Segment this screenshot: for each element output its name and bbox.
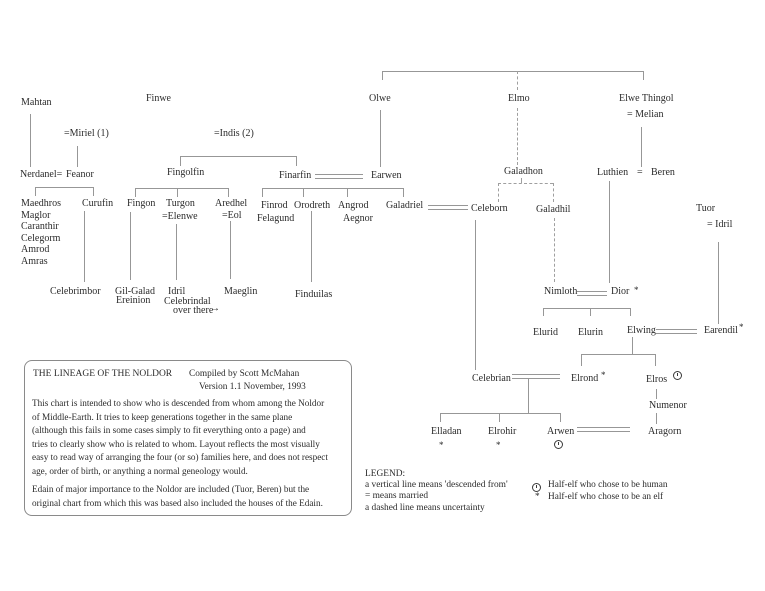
person-finwe: Finwe (146, 93, 171, 104)
connector-celeborn-celebrian (475, 220, 476, 370)
person-celebrian: Celebrian (472, 373, 511, 384)
person-olwe: Olwe (369, 93, 391, 104)
connector-tick-fingon (135, 188, 136, 197)
marriage-eol: =Eol (222, 210, 242, 221)
connector-indis-fingolfin (180, 156, 181, 166)
connector-celebrian-children (528, 379, 529, 413)
marriage-melian: = Melian (627, 109, 664, 120)
feanor-sons-list (21, 199, 61, 268)
connector-indis-finarfin (296, 156, 297, 166)
idril-note-over-there: over there (173, 305, 214, 316)
info-box (24, 360, 352, 516)
person-curufin: Curufin (82, 198, 114, 209)
legend-item-vertical-line: a vertical line means 'descended from' (365, 480, 508, 491)
person-elrohir: Elrohir (488, 426, 517, 437)
info-line: age, order of birth, or anything a normal geneology would. (32, 465, 248, 476)
marriage-elenwe: =Elenwe (162, 211, 198, 222)
uncertainty-line-galadhon-galadhil (553, 183, 554, 202)
human-choice-circle-legend-icon (532, 483, 541, 492)
person-caranthir: Caranthir (21, 221, 59, 232)
elf-choice-star-dior: * (634, 285, 639, 295)
connector-tick-elurin (590, 308, 591, 316)
person-gil-galad: Gil-Galad (115, 286, 155, 297)
person-fingolfin: Fingolfin (167, 167, 205, 178)
person-celegorm: Celegorm (21, 232, 61, 244)
elf-choice-star-elrond: * (601, 370, 606, 380)
connector-elwing-children-bracket (581, 354, 655, 355)
connector-feanor-children-bracket (35, 187, 93, 188)
connector-finarfin-children-bracket (262, 188, 403, 189)
person-earwen: Earwen (371, 170, 402, 181)
connector-tick-finrod (262, 188, 263, 197)
legend-half-elf-human: Half-elf who chose to be human (548, 480, 668, 490)
person-maeglin: Maeglin (224, 286, 258, 297)
person-elwing: Elwing (627, 325, 656, 336)
chart-title: THE LINEAGE OF THE NOLDOR (33, 369, 173, 379)
person-beren: Beren (651, 167, 675, 178)
connector-tick-angrod (347, 188, 348, 197)
legend-item-married: = means married (365, 491, 429, 502)
person-turgon: Turgon (166, 198, 195, 209)
person-gil-galad-ereinion: Ereinion (116, 295, 151, 306)
connector-tick-elwing (630, 308, 631, 316)
elf-choice-star-elladan: * (439, 440, 444, 450)
connector-celebrian-children-bracket (440, 413, 560, 414)
marriage-idril: = Idril (707, 219, 733, 230)
connector-aredhel-maeglin (230, 221, 231, 279)
person-aegnor: Aegnor (343, 213, 373, 224)
connector-elwing-children (632, 337, 633, 354)
uncertainty-line-galadhil-nimloth (554, 218, 555, 282)
connector-bracket-stub-elwe (643, 71, 644, 80)
person-celeborn: Celeborn (471, 203, 508, 214)
connector-elros-numenor (656, 389, 657, 399)
compiled-by: Compiled by Scott McMahan (189, 369, 300, 379)
info-line: This chart is intended to show who is descended from whom among the Noldor (32, 398, 325, 408)
person-arwen: Arwen (547, 426, 575, 437)
connector-tick-elrond (581, 354, 582, 366)
connector-mahtan-nerdanel (30, 114, 31, 167)
legend-heading: LEGEND: (365, 469, 406, 479)
elf-choice-star-elrohir: * (496, 440, 501, 450)
person-nerdanel: Nerdanel= (20, 169, 63, 180)
legend (365, 469, 508, 514)
person-aragorn: Aragorn (648, 426, 682, 437)
marriage-line-celebrian-elrond (512, 374, 560, 379)
marriage-line-galadriel-celeborn (428, 205, 468, 210)
person-galadhon: Galadhon (504, 166, 543, 177)
arrow-right-icon: → (210, 303, 220, 314)
connector-indis-bracket (180, 156, 296, 157)
marriage-line-arwen-aragorn (577, 427, 630, 432)
version-text: Version 1.1 November, 1993 (199, 382, 306, 392)
info-paragraph-1 (32, 398, 328, 480)
person-aredhel: Aredhel (215, 198, 248, 209)
connector-tick-curufin (93, 187, 94, 196)
person-finduilas: Finduilas (295, 289, 333, 300)
person-elmo: Elmo (508, 93, 530, 104)
person-angrod: Angrod (338, 200, 369, 211)
connector-olwe-earwen (380, 110, 381, 167)
connector-orodreth-finduilas (311, 211, 312, 282)
connector-dior-children-bracket (543, 308, 630, 309)
person-elwe-thingol: Elwe Thingol (619, 93, 674, 104)
connector-curufin-celebrimbor (84, 211, 85, 282)
person-amrod: Amrod (21, 244, 50, 255)
person-amras: Amras (21, 255, 48, 267)
connector-melian-luthien (641, 127, 642, 167)
connector-turgon-idril (176, 224, 177, 280)
human-choice-circle-elros-icon (673, 371, 682, 380)
connector-miriel-feanor (77, 146, 78, 167)
person-finrod: Finrod (261, 200, 288, 211)
connector-olwe-elwe-bracket (382, 71, 643, 72)
person-nimloth: Nimloth (544, 286, 578, 297)
person-elrond: Elrond (571, 373, 599, 384)
marriage-miriel: =Miriel (1) (64, 128, 109, 139)
idril-note-celebrindal: Celebrindal (164, 296, 211, 307)
marriage-eq-luthien-beren: = (637, 167, 643, 178)
person-finrod-felagund: Felagund (257, 213, 295, 224)
connector-fingolfin-children-bracket (135, 188, 228, 189)
marriage-line-nimloth-dior (577, 291, 607, 296)
person-elurid: Elurid (533, 327, 558, 338)
person-elros: Elros (646, 374, 668, 385)
connector-luthien-dior (609, 181, 610, 283)
person-dior: Dior (611, 286, 630, 297)
info-line: original chart from which this was based also included the houses of the Edain. (32, 497, 323, 508)
connector-tick-arwen (560, 413, 561, 422)
connector-tick-elros (655, 354, 656, 366)
person-mahtan: Mahtan (21, 97, 52, 108)
connector-tick-elladan (440, 413, 441, 422)
connector-tick-aredhel (228, 188, 229, 197)
person-earendil: Earendil (704, 325, 738, 336)
connector-tick-orodreth (303, 188, 304, 197)
person-luthien: Luthien (597, 167, 629, 178)
connector-fingon-gilgalad (130, 212, 131, 280)
connector-numenor-aragorn (656, 413, 657, 424)
person-finarfin: Finarfin (279, 170, 312, 181)
uncertainty-line-galadhon-celeborn (498, 183, 499, 202)
place-numenor: Numenor (649, 400, 687, 411)
info-line: (although this fails in some cases simply to fit everything onto a page) and (32, 425, 306, 436)
connector-tick-elurid (543, 308, 544, 316)
connector-tick-turgon (177, 188, 178, 197)
elf-choice-star-earendil: * (739, 322, 744, 332)
info-line: of Middle-Earth. It tries to keep generations together in the same plane (32, 411, 293, 422)
person-galadhil: Galadhil (536, 204, 571, 215)
person-idril: Idril (168, 286, 186, 297)
person-galadriel: Galadriel (386, 200, 424, 211)
uncertainty-line-elmo-top (517, 71, 518, 90)
person-tuor: Tuor (696, 203, 716, 214)
marriage-line-elwing-earendil (656, 329, 697, 334)
legend-half-elf-elf: Half-elf who chose to be an elf (548, 492, 664, 502)
person-elladan: Elladan (431, 426, 462, 437)
person-maglor: Maglor (21, 209, 51, 221)
info-line: easy to read way of arranging the four (or so) families here, and does not respect (32, 452, 328, 463)
person-fingon: Fingon (127, 198, 156, 209)
info-paragraph-2 (32, 484, 323, 511)
human-choice-circle-arwen-icon (554, 440, 563, 449)
marriage-indis: =Indis (2) (214, 128, 254, 139)
info-line: tries to clearly show who is related to whom. Layout reflects the most visually (32, 438, 320, 449)
person-feanor: Feanor (66, 169, 94, 180)
person-celebrimbor: Celebrimbor (50, 286, 101, 297)
legend-item-dashed: a dashed line means uncertainty (365, 502, 485, 513)
uncertainty-line-galadhon-bracket (498, 183, 553, 184)
connector-bracket-stub-olwe (382, 71, 383, 80)
info-line: Edain of major importance to the Noldor are included (Tuor, Beren) but the (32, 484, 310, 494)
connector-tick-galadriel (403, 188, 404, 197)
person-orodreth: Orodreth (294, 200, 331, 211)
marriage-line-finarfin-earwen (315, 174, 363, 179)
uncertainty-line-elmo-galadhon (517, 108, 518, 165)
elf-choice-star-legend: * (535, 492, 540, 502)
person-maedhros: Maedhros (21, 198, 61, 209)
connector-tick-maedhros (35, 187, 36, 196)
connector-tuor-earendil (718, 242, 719, 324)
person-elurin: Elurin (578, 327, 603, 338)
connector-tick-elrohir (499, 413, 500, 422)
